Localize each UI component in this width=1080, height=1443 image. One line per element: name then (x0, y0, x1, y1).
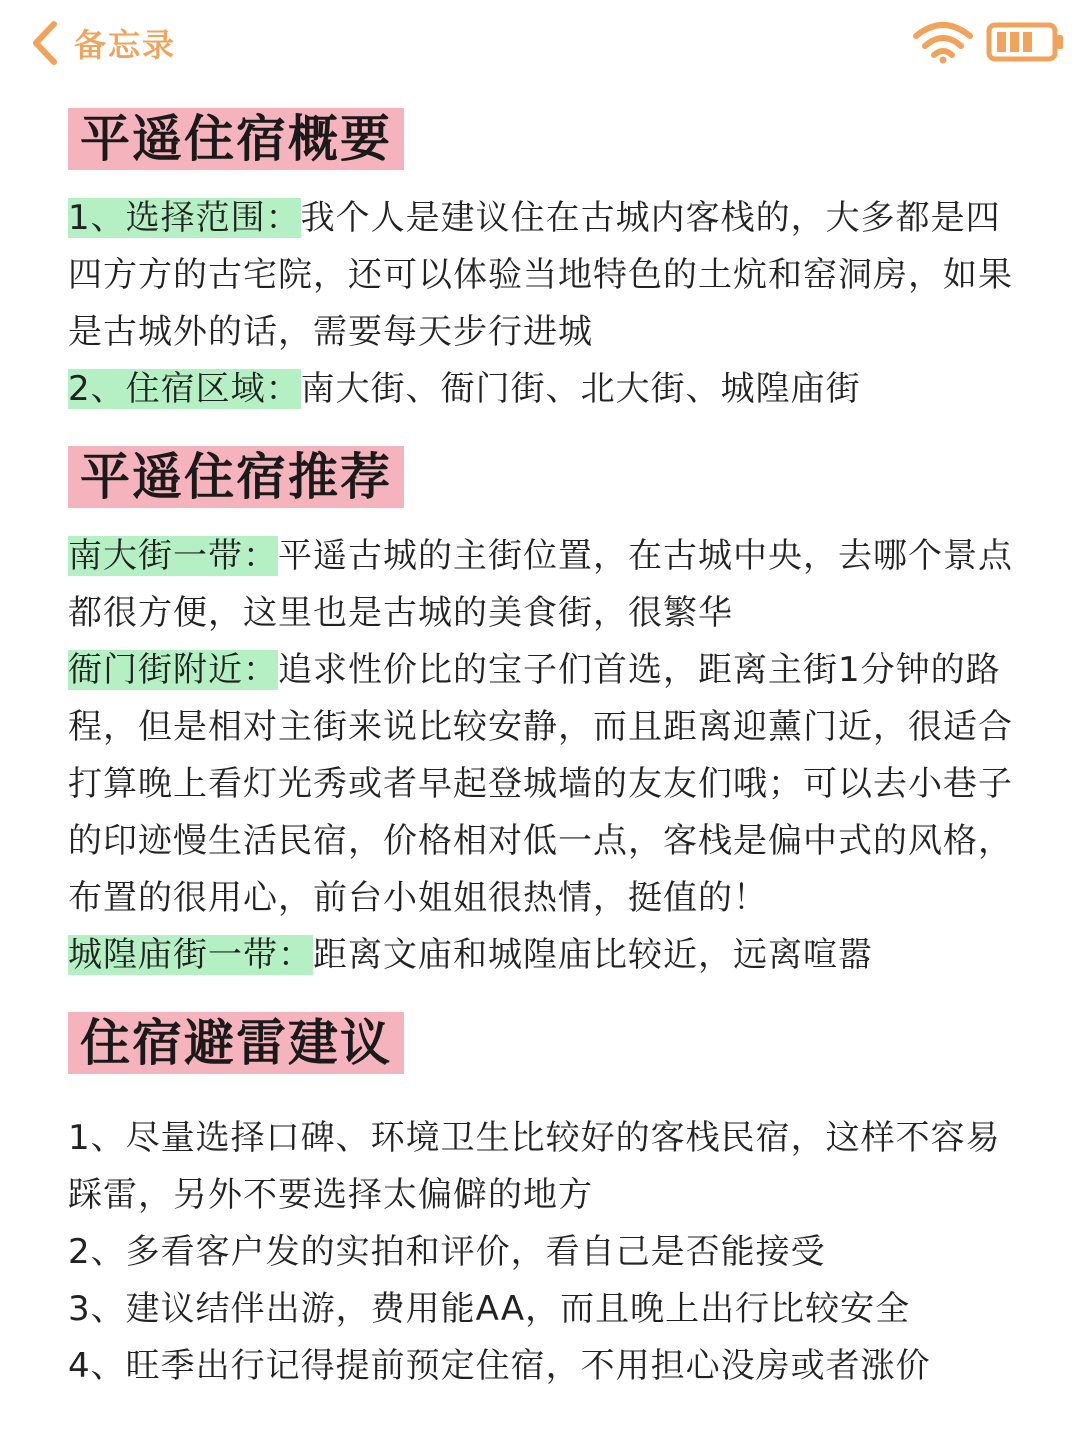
section-heading-tips: 住宿避雷建议 (68, 1012, 404, 1074)
overview-item-range-text: 我个人是建议住在古城内客栈的，大多都是四四方方的古宅院，还可以体验当地特色的土炕和窑洞房，如果是古城外的话，需要每天步行进城 (68, 198, 1013, 352)
recommend-item-south-street (68, 528, 1018, 642)
tips-item-4: 4、旺季出行记得提前预定住宿，不用担心没房或者涨价 (68, 1346, 931, 1386)
overview-item-area-text: 南大街、衙门街、北大街、城隍庙街 (300, 369, 861, 409)
section-heading-overview: 平遥住宿概要 (68, 108, 404, 170)
recommend-item-yamen-street-text: 追求性价比的宝子们首选，距离主街1分钟的路程，但是相对主街来说比较安静，而且距离迎薰门近，很适合打算晚上看灯光秀或者早起登城墙的友友们哦；可以去小巷子的印迹慢生活民宿，价格相对低一点，客栈是偏中式的风格，布置的很用心，前台小姐姐很热情，挺值的！ (68, 650, 1013, 918)
recommend-item-yamen-street-key: 衙门街附近： (68, 650, 278, 690)
overview-item-range-key: 1、选择范围： (68, 198, 301, 238)
recommend-item-yamen-street (68, 642, 1018, 927)
top-bar (0, 0, 1080, 88)
wifi-icon (912, 20, 974, 68)
tips-item-3: 3、建议结伴出游，费用能AA，而且晚上出行比较安全 (68, 1289, 911, 1329)
recommend-item-temple-street-key: 城隍庙街一带： (68, 935, 313, 975)
recommend-item-temple-street-text: 距离文庙和城隍庙比较近，远离喧嚣 (313, 935, 873, 975)
chevron-left-icon (30, 20, 60, 66)
back-button[interactable] (30, 18, 176, 68)
tips-item-2: 2、多看客户发的实拍和评价，看自己是否能接受 (68, 1232, 826, 1272)
tips-item-1: 1、尽量选择口碑、环境卫生比较好的客栈民宿，这样不容易踩雷，另外不要选择太偏僻的地方 (68, 1118, 1001, 1215)
overview-item-area-key: 2、住宿区域： (68, 369, 301, 409)
note-content (68, 108, 1018, 1395)
battery-icon (986, 22, 1066, 66)
back-label: 备忘录 (74, 26, 177, 64)
recommend-item-south-street-text: 平遥古城的主街位置，在古城中央，去哪个景点都很方便，这里也是古城的美食街，很繁华 (68, 536, 1013, 633)
recommend-item-south-street-key: 南大街一带： (68, 536, 278, 576)
overview-item-range (68, 190, 1018, 361)
overview-item-area (68, 361, 1018, 418)
recommend-item-temple-street (68, 927, 1018, 984)
section-heading-recommend: 平遥住宿推荐 (68, 446, 404, 508)
